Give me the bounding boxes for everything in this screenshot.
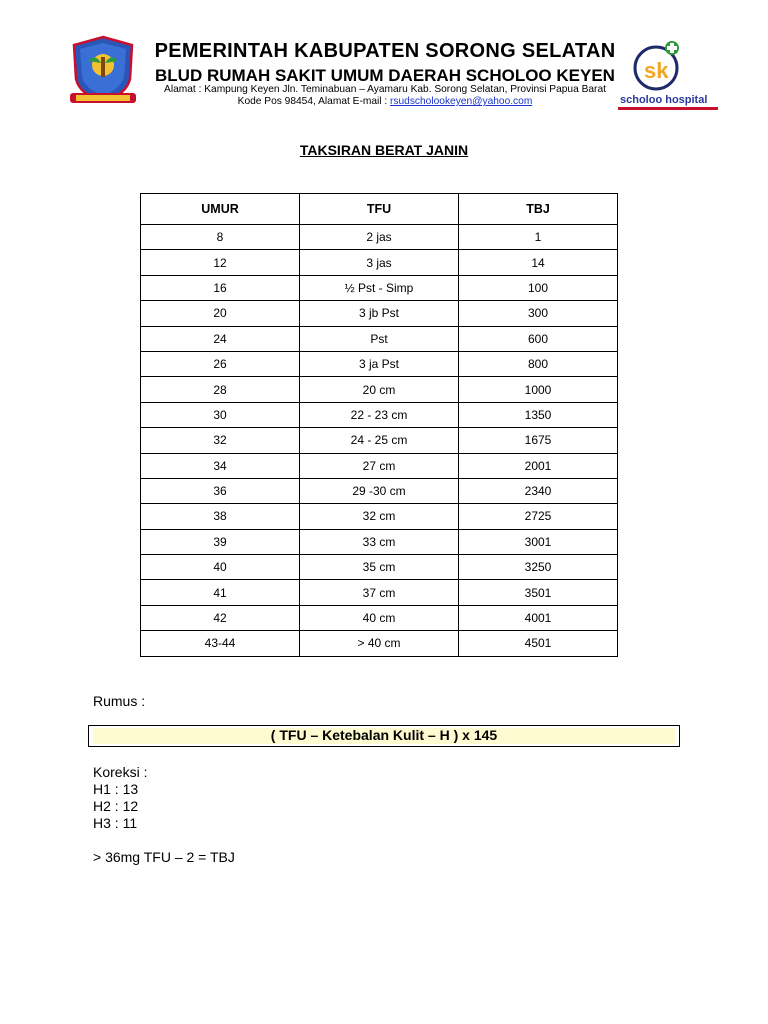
cell-tfu: 3 jas <box>300 250 459 275</box>
cell-umur: 41 <box>141 580 300 605</box>
header-tbj: TBJ <box>459 194 618 225</box>
table-row <box>141 453 618 478</box>
cell-tfu: > 40 cm <box>300 631 459 656</box>
address-line: Alamat : Kampung Keyen Jln. Teminabuan – Ayamaru Kab. Sorong Selatan, Provinsi Papua Barat <box>164 84 606 95</box>
header-tfu: TFU <box>300 194 459 225</box>
cell-tfu: 40 cm <box>300 605 459 630</box>
table-row <box>141 225 618 250</box>
postal-code-text: Kode Pos 98454, Alamat E-mail : <box>237 96 391 107</box>
cell-umur: 36 <box>141 478 300 503</box>
cell-tbj: 1 <box>459 225 618 250</box>
cell-tfu: 37 cm <box>300 580 459 605</box>
cell-tbj: 3250 <box>459 555 618 580</box>
table-row <box>141 605 618 630</box>
cell-tbj: 4501 <box>459 631 618 656</box>
cell-umur: 26 <box>141 351 300 376</box>
logo-initials: sk <box>644 58 669 83</box>
cell-tfu: 27 cm <box>300 453 459 478</box>
table-row <box>141 402 618 427</box>
formula-box <box>88 725 680 747</box>
government-title: PEMERINTAH KABUPATEN SORONG SELATAN <box>154 40 616 62</box>
cell-tfu: Pst <box>300 326 459 351</box>
table-row <box>141 428 618 453</box>
cell-tfu: 24 - 25 cm <box>300 428 459 453</box>
cell-umur: 16 <box>141 275 300 300</box>
cell-umur: 39 <box>141 529 300 554</box>
table-row <box>141 326 618 351</box>
cell-tbj: 2725 <box>459 504 618 529</box>
correction-h2: H2 : 12 <box>93 798 139 814</box>
page-title: TAKSIRAN BERAT JANIN <box>299 142 469 158</box>
cell-tbj: 3501 <box>459 580 618 605</box>
table-row <box>141 631 618 656</box>
cell-tfu: 20 cm <box>300 377 459 402</box>
table-row <box>141 555 618 580</box>
cell-umur: 30 <box>141 402 300 427</box>
cell-tbj: 4001 <box>459 605 618 630</box>
hospital-title: BLUD RUMAH SAKIT UMUM DAERAH SCHOLOO KEYEN <box>155 66 615 85</box>
cell-umur: 24 <box>141 326 300 351</box>
cell-tfu: 35 cm <box>300 555 459 580</box>
cell-tbj: 1000 <box>459 377 618 402</box>
cell-umur: 20 <box>141 301 300 326</box>
table-row <box>141 377 618 402</box>
cell-tfu: 3 jb Pst <box>300 301 459 326</box>
cell-tbj: 14 <box>459 250 618 275</box>
regency-emblem-icon <box>68 35 138 109</box>
cell-tbj: 2340 <box>459 478 618 503</box>
cell-tfu: 3 ja Pst <box>300 351 459 376</box>
table-row <box>141 580 618 605</box>
table-row <box>141 250 618 275</box>
table-row <box>141 351 618 376</box>
cell-tfu: 33 cm <box>300 529 459 554</box>
formula-text: ( TFU – Ketebalan Kulit – H ) x 145 <box>270 727 498 743</box>
cell-tfu: 22 - 23 cm <box>300 402 459 427</box>
cell-tbj: 1675 <box>459 428 618 453</box>
cell-tbj: 100 <box>459 275 618 300</box>
cell-tbj: 300 <box>459 301 618 326</box>
cell-umur: 8 <box>141 225 300 250</box>
cell-tfu: 2 jas <box>300 225 459 250</box>
cell-umur: 43-44 <box>141 631 300 656</box>
logo-wordmark: scholoo hospital <box>620 94 708 106</box>
cell-umur: 40 <box>141 555 300 580</box>
table-row <box>141 504 618 529</box>
correction-h1: H1 : 13 <box>93 781 139 797</box>
fetal-weight-table <box>140 193 618 657</box>
correction-label: Koreksi : <box>93 764 148 780</box>
formula-label: Rumus : <box>93 693 146 709</box>
cell-tbj: 2001 <box>459 453 618 478</box>
cell-umur: 28 <box>141 377 300 402</box>
contact-line <box>130 96 640 107</box>
cell-tfu: 32 cm <box>300 504 459 529</box>
cell-tbj: 600 <box>459 326 618 351</box>
correction-h3: H3 : 11 <box>93 815 138 831</box>
header-umur: UMUR <box>141 194 300 225</box>
cell-umur: 42 <box>141 605 300 630</box>
table-row <box>141 529 618 554</box>
table-row <box>141 301 618 326</box>
correction-block <box>93 764 147 832</box>
cell-tbj: 800 <box>459 351 618 376</box>
cell-umur: 38 <box>141 504 300 529</box>
cell-tbj: 3001 <box>459 529 618 554</box>
rule-text: > 36mg TFU – 2 = TBJ <box>93 849 235 865</box>
cell-tfu: ½ Pst - Simp <box>300 275 459 300</box>
email-link[interactable]: rsudscholookeyen@yahoo.com <box>390 96 533 107</box>
cell-tbj: 1350 <box>459 402 618 427</box>
cell-umur: 34 <box>141 453 300 478</box>
table-row <box>141 275 618 300</box>
cell-tfu: 29 -30 cm <box>300 478 459 503</box>
cell-umur: 12 <box>141 250 300 275</box>
cell-umur: 32 <box>141 428 300 453</box>
table-header-row <box>141 194 618 225</box>
table-row <box>141 478 618 503</box>
